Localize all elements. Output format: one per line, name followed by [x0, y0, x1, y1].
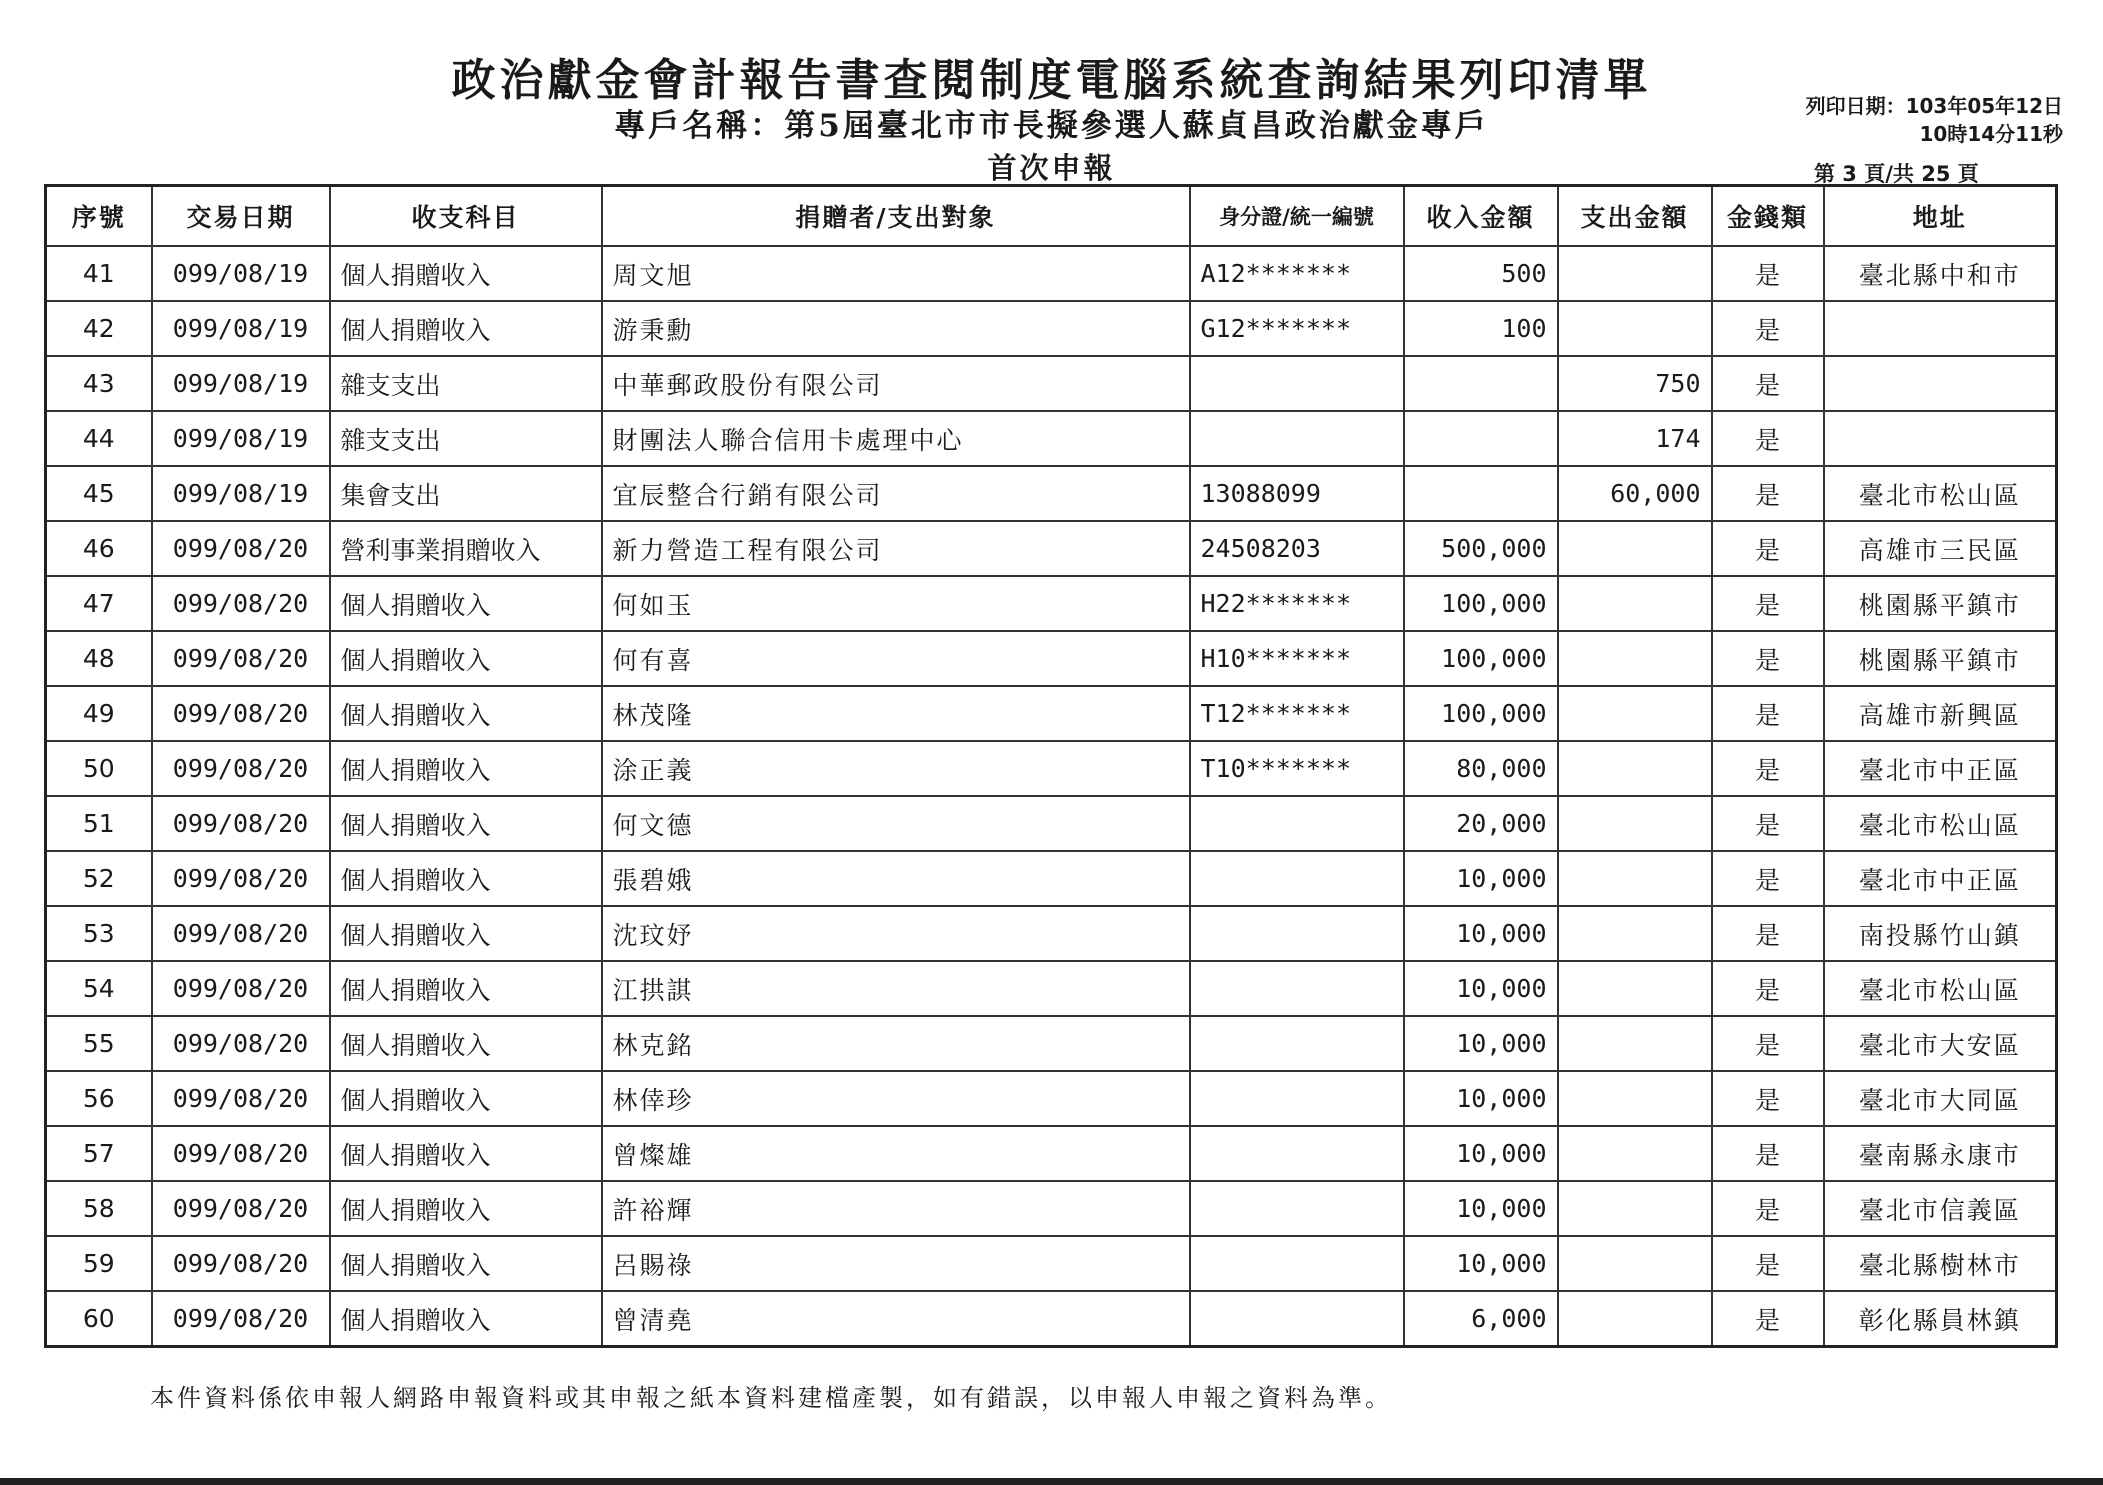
cell-donor: 林茂隆: [602, 686, 1190, 741]
cell-expense: [1558, 796, 1712, 851]
cell-seq: 55: [46, 1016, 152, 1071]
cell-donor: 周文旭: [602, 246, 1190, 301]
table-row: [46, 411, 2057, 466]
cell-cash: 是: [1712, 961, 1824, 1016]
cell-donor: 呂賜祿: [602, 1236, 1190, 1291]
cell-income: 500,000: [1404, 521, 1558, 576]
cell-income: 100,000: [1404, 576, 1558, 631]
cell-address: 桃園縣平鎮市: [1824, 576, 2057, 631]
cell-date: 099/08/20: [152, 1016, 330, 1071]
cell-income: 10,000: [1404, 906, 1558, 961]
table-row: [46, 1126, 2057, 1181]
cell-donor: 沈玟妤: [602, 906, 1190, 961]
report-type: 首次申報: [987, 151, 1116, 185]
cell-date: 099/08/20: [152, 1236, 330, 1291]
cell-expense: [1558, 576, 1712, 631]
cell-date: 099/08/20: [152, 961, 330, 1016]
cell-id: [1190, 906, 1404, 961]
cell-seq: 49: [46, 686, 152, 741]
cell-donor: 財團法人聯合信用卡處理中心: [602, 411, 1190, 466]
cell-date: 099/08/20: [152, 851, 330, 906]
col-header-category: 收支科目: [330, 186, 602, 247]
cell-address: 彰化縣員林鎮: [1824, 1291, 2057, 1347]
cell-seq: 45: [46, 466, 152, 521]
cell-address: [1824, 301, 2057, 356]
cell-donor: 中華郵政股份有限公司: [602, 356, 1190, 411]
cell-income: 20,000: [1404, 796, 1558, 851]
cell-date: 099/08/19: [152, 301, 330, 356]
cell-id: [1190, 1016, 1404, 1071]
table-header-row: [46, 186, 2057, 247]
cell-id: 24508203: [1190, 521, 1404, 576]
cell-date: 099/08/19: [152, 466, 330, 521]
cell-date: 099/08/19: [152, 246, 330, 301]
cell-expense: [1558, 1016, 1712, 1071]
cell-cash: 是: [1712, 1016, 1824, 1071]
cell-expense: [1558, 521, 1712, 576]
cell-seq: 41: [46, 246, 152, 301]
cell-donor: 張碧娥: [602, 851, 1190, 906]
cell-income: 10,000: [1404, 1181, 1558, 1236]
cell-donor: 宜辰整合行銷有限公司: [602, 466, 1190, 521]
cell-date: 099/08/20: [152, 521, 330, 576]
cell-category: 個人捐贈收入: [330, 851, 602, 906]
cell-donor: 許裕輝: [602, 1181, 1190, 1236]
ledger-body: [46, 246, 2057, 1347]
cell-expense: [1558, 1126, 1712, 1181]
cell-id: T10*******: [1190, 741, 1404, 796]
cell-cash: 是: [1712, 631, 1824, 686]
cell-address: 臺北縣樹林市: [1824, 1236, 2057, 1291]
table-row: [46, 686, 2057, 741]
cell-category: 個人捐贈收入: [330, 1236, 602, 1291]
cell-category: 個人捐贈收入: [330, 1291, 602, 1347]
cell-income: 10,000: [1404, 1016, 1558, 1071]
table-row: [46, 796, 2057, 851]
print-date: 列印日期：103年05年12日: [1805, 94, 2063, 118]
cell-expense: [1558, 686, 1712, 741]
cell-income: 10,000: [1404, 961, 1558, 1016]
cell-expense: 174: [1558, 411, 1712, 466]
cell-expense: 750: [1558, 356, 1712, 411]
cell-seq: 56: [46, 1071, 152, 1126]
cell-category: 個人捐贈收入: [330, 576, 602, 631]
cell-cash: 是: [1712, 1236, 1824, 1291]
cell-address: 臺北市大安區: [1824, 1016, 2057, 1071]
cell-address: 臺北市松山區: [1824, 961, 2057, 1016]
cell-address: 臺北市信義區: [1824, 1181, 2057, 1236]
cell-donor: 新力營造工程有限公司: [602, 521, 1190, 576]
cell-date: 099/08/20: [152, 1071, 330, 1126]
cell-date: 099/08/20: [152, 686, 330, 741]
cell-category: 個人捐贈收入: [330, 741, 602, 796]
cell-cash: 是: [1712, 1126, 1824, 1181]
cell-cash: 是: [1712, 906, 1824, 961]
table-row: [46, 246, 2057, 301]
cell-expense: [1558, 1071, 1712, 1126]
cell-expense: 60,000: [1558, 466, 1712, 521]
cell-category: 集會支出: [330, 466, 602, 521]
cell-date: 099/08/20: [152, 741, 330, 796]
cell-cash: 是: [1712, 246, 1824, 301]
cell-category: 雜支支出: [330, 411, 602, 466]
cell-seq: 42: [46, 301, 152, 356]
cell-donor: 曾燦雄: [602, 1126, 1190, 1181]
page-info: 第 3 頁/共 25 頁: [1814, 162, 1979, 186]
table-row: [46, 1181, 2057, 1236]
cell-cash: 是: [1712, 1291, 1824, 1347]
cell-income: 80,000: [1404, 741, 1558, 796]
cell-id: 13088099: [1190, 466, 1404, 521]
cell-seq: 44: [46, 411, 152, 466]
cell-id: [1190, 796, 1404, 851]
bottom-rule: [0, 1478, 2103, 1485]
cell-cash: 是: [1712, 1071, 1824, 1126]
cell-seq: 50: [46, 741, 152, 796]
cell-date: 099/08/19: [152, 411, 330, 466]
ledger-table: [44, 184, 2058, 1348]
cell-expense: [1558, 246, 1712, 301]
table-row: [46, 1071, 2057, 1126]
cell-id: [1190, 411, 1404, 466]
cell-date: 099/08/20: [152, 796, 330, 851]
cell-seq: 58: [46, 1181, 152, 1236]
cell-income: 100: [1404, 301, 1558, 356]
cell-address: 臺北縣中和市: [1824, 246, 2057, 301]
print-time: 10時14分11秒: [1919, 122, 2063, 146]
cell-category: 雜支支出: [330, 356, 602, 411]
table-row: [46, 631, 2057, 686]
cell-donor: 何有喜: [602, 631, 1190, 686]
table-row: [46, 356, 2057, 411]
cell-donor: 何如玉: [602, 576, 1190, 631]
cell-address: 高雄市三民區: [1824, 521, 2057, 576]
cell-seq: 48: [46, 631, 152, 686]
col-header-seq: 序號: [46, 186, 152, 247]
cell-id: [1190, 1291, 1404, 1347]
cell-address: [1824, 356, 2057, 411]
cell-address: 臺北市松山區: [1824, 466, 2057, 521]
cell-category: 個人捐贈收入: [330, 686, 602, 741]
cell-expense: [1558, 851, 1712, 906]
col-header-id: 身分證/統一編號: [1190, 186, 1404, 247]
cell-income: 10,000: [1404, 1126, 1558, 1181]
cell-seq: 52: [46, 851, 152, 906]
cell-income: 100,000: [1404, 686, 1558, 741]
cell-donor: 林倖珍: [602, 1071, 1190, 1126]
cell-address: 臺北市中正區: [1824, 741, 2057, 796]
cell-address: 高雄市新興區: [1824, 686, 2057, 741]
cell-category: 個人捐贈收入: [330, 1016, 602, 1071]
cell-seq: 59: [46, 1236, 152, 1291]
cell-income: [1404, 466, 1558, 521]
cell-cash: 是: [1712, 851, 1824, 906]
cell-id: [1190, 1126, 1404, 1181]
cell-cash: 是: [1712, 741, 1824, 796]
cell-donor: 游秉勳: [602, 301, 1190, 356]
cell-expense: [1558, 906, 1712, 961]
cell-date: 099/08/20: [152, 1181, 330, 1236]
cell-expense: [1558, 741, 1712, 796]
col-header-address: 地址: [1824, 186, 2057, 247]
cell-category: 個人捐贈收入: [330, 1181, 602, 1236]
table-row: [46, 521, 2057, 576]
table-row: [46, 1291, 2057, 1347]
cell-cash: 是: [1712, 521, 1824, 576]
cell-expense: [1558, 1291, 1712, 1347]
cell-date: 099/08/20: [152, 576, 330, 631]
cell-expense: [1558, 1236, 1712, 1291]
cell-expense: [1558, 961, 1712, 1016]
col-header-date: 交易日期: [152, 186, 330, 247]
table-row: [46, 741, 2057, 796]
cell-seq: 43: [46, 356, 152, 411]
cell-category: 個人捐贈收入: [330, 961, 602, 1016]
cell-seq: 53: [46, 906, 152, 961]
cell-income: 10,000: [1404, 1071, 1558, 1126]
cell-cash: 是: [1712, 301, 1824, 356]
cell-seq: 47: [46, 576, 152, 631]
cell-donor: 林克銘: [602, 1016, 1190, 1071]
cell-cash: 是: [1712, 466, 1824, 521]
table-row: [46, 576, 2057, 631]
cell-date: 099/08/20: [152, 1291, 330, 1347]
cell-id: [1190, 1236, 1404, 1291]
cell-donor: 江拱諆: [602, 961, 1190, 1016]
cell-address: 臺北市大同區: [1824, 1071, 2057, 1126]
cell-id: [1190, 1071, 1404, 1126]
cell-category: 個人捐贈收入: [330, 301, 602, 356]
cell-address: 臺北市松山區: [1824, 796, 2057, 851]
cell-income: 10,000: [1404, 1236, 1558, 1291]
table-row: [46, 301, 2057, 356]
cell-category: 個人捐贈收入: [330, 1071, 602, 1126]
cell-id: A12*******: [1190, 246, 1404, 301]
cell-cash: 是: [1712, 686, 1824, 741]
cell-category: 個人捐贈收入: [330, 796, 602, 851]
cell-seq: 46: [46, 521, 152, 576]
cell-cash: 是: [1712, 411, 1824, 466]
cell-category: 個人捐贈收入: [330, 631, 602, 686]
cell-address: 南投縣竹山鎮: [1824, 906, 2057, 961]
cell-address: [1824, 411, 2057, 466]
cell-cash: 是: [1712, 356, 1824, 411]
cell-cash: 是: [1712, 1181, 1824, 1236]
cell-expense: [1558, 1181, 1712, 1236]
table-row: [46, 1016, 2057, 1071]
cell-date: 099/08/19: [152, 356, 330, 411]
cell-donor: 何文德: [602, 796, 1190, 851]
cell-cash: 是: [1712, 576, 1824, 631]
cell-address: 臺南縣永康市: [1824, 1126, 2057, 1181]
col-header-cash: 金錢類: [1712, 186, 1824, 247]
cell-date: 099/08/20: [152, 906, 330, 961]
cell-seq: 60: [46, 1291, 152, 1347]
cell-id: H10*******: [1190, 631, 1404, 686]
col-header-donor: 捐贈者/支出對象: [602, 186, 1190, 247]
print-date-block: [1806, 92, 2063, 148]
cell-donor: 曾清堯: [602, 1291, 1190, 1347]
cell-category: 個人捐贈收入: [330, 246, 602, 301]
table-row: [46, 851, 2057, 906]
table-row: [46, 906, 2057, 961]
cell-date: 099/08/20: [152, 631, 330, 686]
cell-id: [1190, 1181, 1404, 1236]
cell-expense: [1558, 301, 1712, 356]
col-header-expense: 支出金額: [1558, 186, 1712, 247]
col-header-income: 收入金額: [1404, 186, 1558, 247]
cell-category: 個人捐贈收入: [330, 1126, 602, 1181]
cell-donor: 涂正義: [602, 741, 1190, 796]
cell-seq: 51: [46, 796, 152, 851]
footnote: 本件資料係依申報人網路申報資料或其申報之紙本資料建檔產製，如有錯誤，以申報人申報之資料為準。: [150, 1384, 1392, 1412]
cell-seq: 57: [46, 1126, 152, 1181]
cell-address: 臺北市中正區: [1824, 851, 2057, 906]
cell-income: 6,000: [1404, 1291, 1558, 1347]
cell-date: 099/08/20: [152, 1126, 330, 1181]
cell-income: 10,000: [1404, 851, 1558, 906]
cell-category: 個人捐贈收入: [330, 906, 602, 961]
cell-income: [1404, 356, 1558, 411]
table-row: [46, 961, 2057, 1016]
cell-id: G12*******: [1190, 301, 1404, 356]
cell-cash: 是: [1712, 796, 1824, 851]
cell-income: [1404, 411, 1558, 466]
cell-id: T12*******: [1190, 686, 1404, 741]
cell-id: [1190, 851, 1404, 906]
document-title: 政治獻金會計報告書查閱制度電腦系統查詢結果列印清單: [451, 55, 1652, 106]
table-row: [46, 466, 2057, 521]
cell-address: 桃園縣平鎮市: [1824, 631, 2057, 686]
cell-income: 100,000: [1404, 631, 1558, 686]
cell-expense: [1558, 631, 1712, 686]
cell-id: [1190, 356, 1404, 411]
cell-id: [1190, 961, 1404, 1016]
cell-category: 營利事業捐贈收入: [330, 521, 602, 576]
cell-income: 500: [1404, 246, 1558, 301]
cell-seq: 54: [46, 961, 152, 1016]
cell-id: H22*******: [1190, 576, 1404, 631]
account-name: 專戶名稱：第5屆臺北市市長擬參選人蘇貞昌政治獻金專戶: [614, 108, 1489, 144]
table-row: [46, 1236, 2057, 1291]
